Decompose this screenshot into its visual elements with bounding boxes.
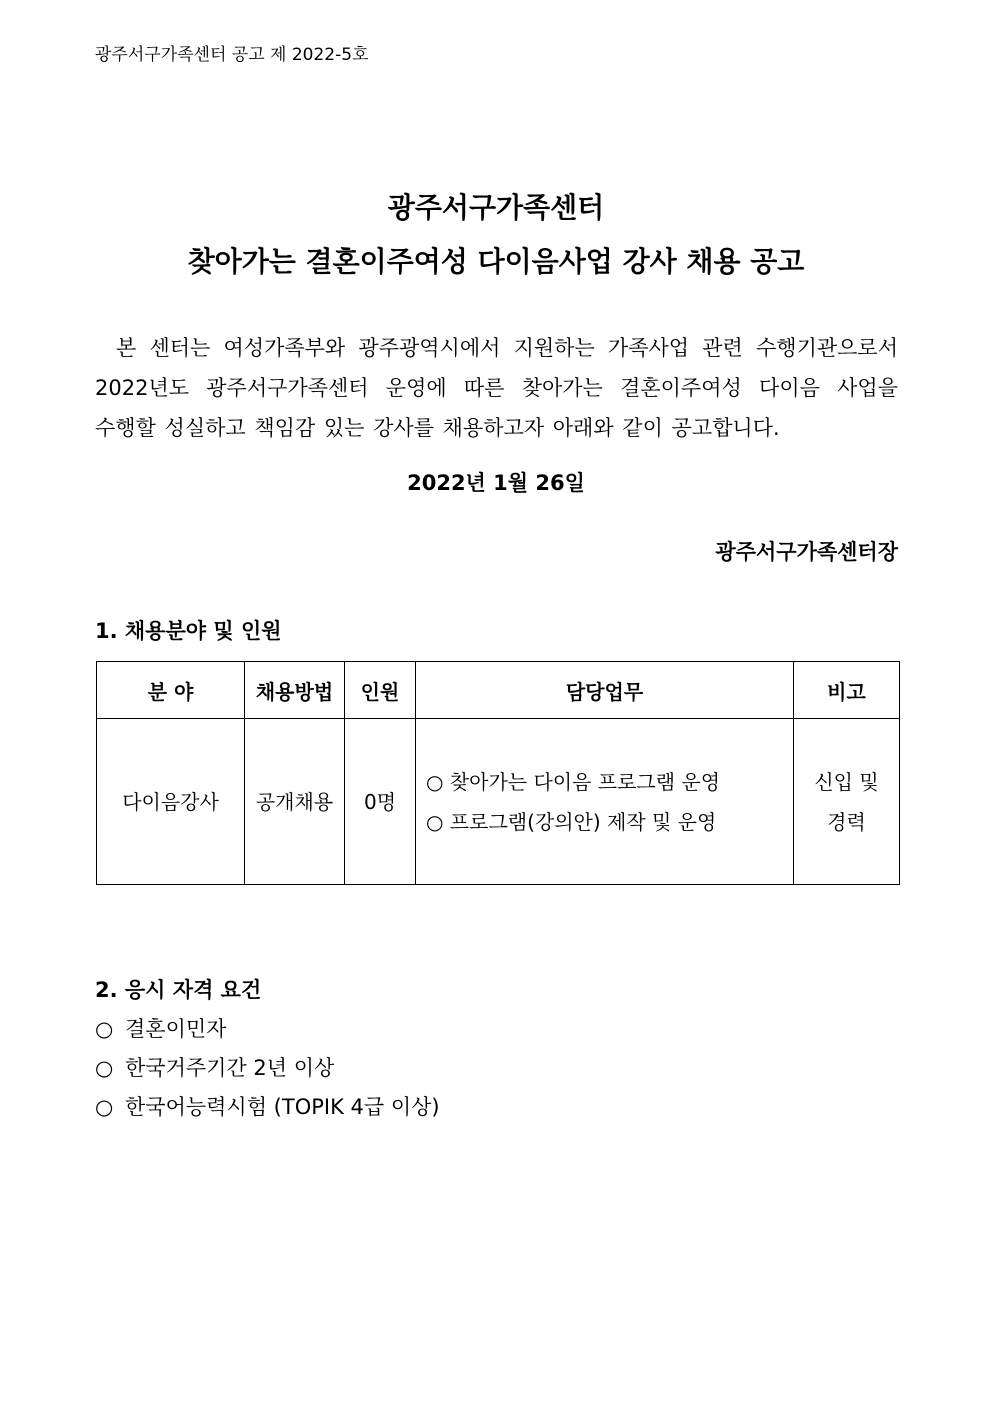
intro-line: 2022년도 광주서구가족센터 운영에 따른 찾아가는 결혼이주여성 다이음 사업을 <box>95 376 898 400</box>
header-method: 채용방법 <box>245 662 345 719</box>
note-line: 신입 및 <box>814 769 879 794</box>
title-organization: 광주서구가족센터 <box>387 191 605 224</box>
title-subject: 찾아가는 결혼이주여성 다이음사업 강사 채용 공고 <box>187 245 805 278</box>
section-heading-eligibility: 2. 응시 자격 요건 <box>95 978 262 1002</box>
intro-paragraph <box>95 328 898 448</box>
recruitment-table <box>96 661 900 885</box>
header-count: 인원 <box>345 662 416 719</box>
list-item <box>95 1010 440 1049</box>
list-item <box>95 1088 440 1127</box>
header-duties: 담당업무 <box>416 662 794 719</box>
cell-method: 공개채용 <box>245 719 345 885</box>
cell-note <box>794 719 900 885</box>
cell-count: 0명 <box>345 719 416 885</box>
announcement-date: 2022년 1월 26일 <box>407 471 585 495</box>
cell-field: 다이음강사 <box>97 719 245 885</box>
header-field: 분 야 <box>97 662 245 719</box>
header-note: 비고 <box>794 662 900 719</box>
table-header-row <box>97 662 900 719</box>
intro-line: 수행할 성실하고 책임감 있는 강사를 채용하고자 아래와 같이 공고합니다. <box>95 416 780 440</box>
duty-item: ○ 프로그램(강의안) 제작 및 운영 <box>426 809 717 834</box>
notice-number: 광주서구가족센터 공고 제 2022-5호 <box>95 45 369 65</box>
cell-duties <box>416 719 794 885</box>
circle-bullet-icon: ○ <box>95 1017 114 1041</box>
list-item-text: 한국어능력시험 (TOPIK 4급 이상) <box>125 1095 440 1119</box>
eligibility-list <box>95 1010 440 1127</box>
note-line: 경력 <box>827 809 866 834</box>
duty-item: ○ 찾아가는 다이음 프로그램 운영 <box>426 769 721 794</box>
circle-bullet-icon: ○ <box>95 1095 114 1119</box>
table-row <box>97 719 900 885</box>
list-item-text: 결혼이민자 <box>125 1017 227 1041</box>
section-heading-recruitment: 1. 채용분야 및 인원 <box>95 619 282 643</box>
list-item <box>95 1049 440 1088</box>
signer: 광주서구가족센터장 <box>715 540 898 564</box>
document-title <box>0 186 992 284</box>
circle-bullet-icon: ○ <box>95 1056 114 1080</box>
intro-line: 본 센터는 여성가족부와 광주광역시에서 지원하는 가족사업 관련 수행기관으로서 <box>116 336 898 360</box>
list-item-text: 한국거주기간 2년 이상 <box>125 1056 335 1080</box>
